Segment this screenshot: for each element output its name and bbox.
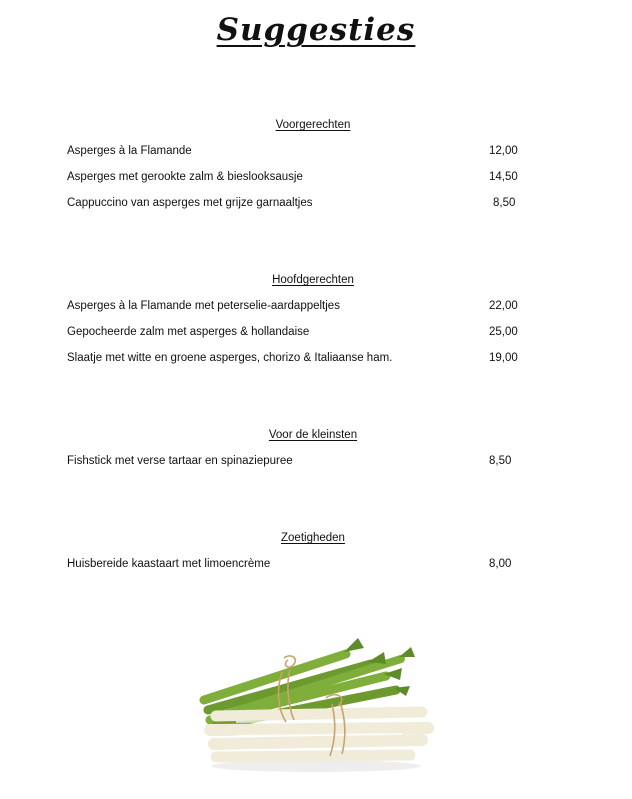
- menu-item-price: 25,00: [489, 326, 518, 338]
- menu-item-price: 19,00: [489, 352, 518, 364]
- menu-item-price: 8,50: [489, 455, 512, 467]
- menu-item-price: 12,00: [489, 145, 518, 157]
- menu-item-name: Fishstick met verse tartaar en spinaziepuree: [67, 455, 293, 467]
- menu-item-price: 14,50: [489, 171, 518, 183]
- menu-item-name: Asperges met gerookte zalm & bieslooksausje: [67, 171, 303, 183]
- menu-item-price: 22,00: [489, 300, 518, 312]
- menu-item-name: Asperges à la Flamande met peterselie-aardappeltjes: [67, 300, 340, 312]
- menu-item-name: Cappuccino van asperges met grijze garnaaltjes: [67, 197, 313, 209]
- white-asparagus-icon: [210, 712, 428, 757]
- menu-item-price: 8,50: [493, 197, 516, 209]
- menu-item-name: Huisbereide kaastaart met limoencrème: [67, 558, 271, 570]
- menu-item-name: Asperges à la Flamande: [67, 145, 192, 157]
- page-title: Suggesties: [216, 12, 416, 48]
- section-title-voorgerechten: Voorgerechten: [275, 119, 351, 131]
- asparagus-bundle-image: [196, 614, 436, 774]
- menu-item-name: Gepocheerde zalm met asperges & hollandaise: [67, 326, 310, 338]
- menu-item-price: 8,00: [489, 558, 512, 570]
- section-title-zoetigheden: Zoetigheden: [281, 532, 345, 544]
- section-title-hoofdgerechten: Hoofdgerechten: [272, 274, 354, 286]
- section-title-voor-de-kleinsten: Voor de kleinsten: [268, 429, 358, 441]
- menu-item-name: Slaatje met witte en groene asperges, chorizo & Italiaanse ham.: [67, 352, 393, 364]
